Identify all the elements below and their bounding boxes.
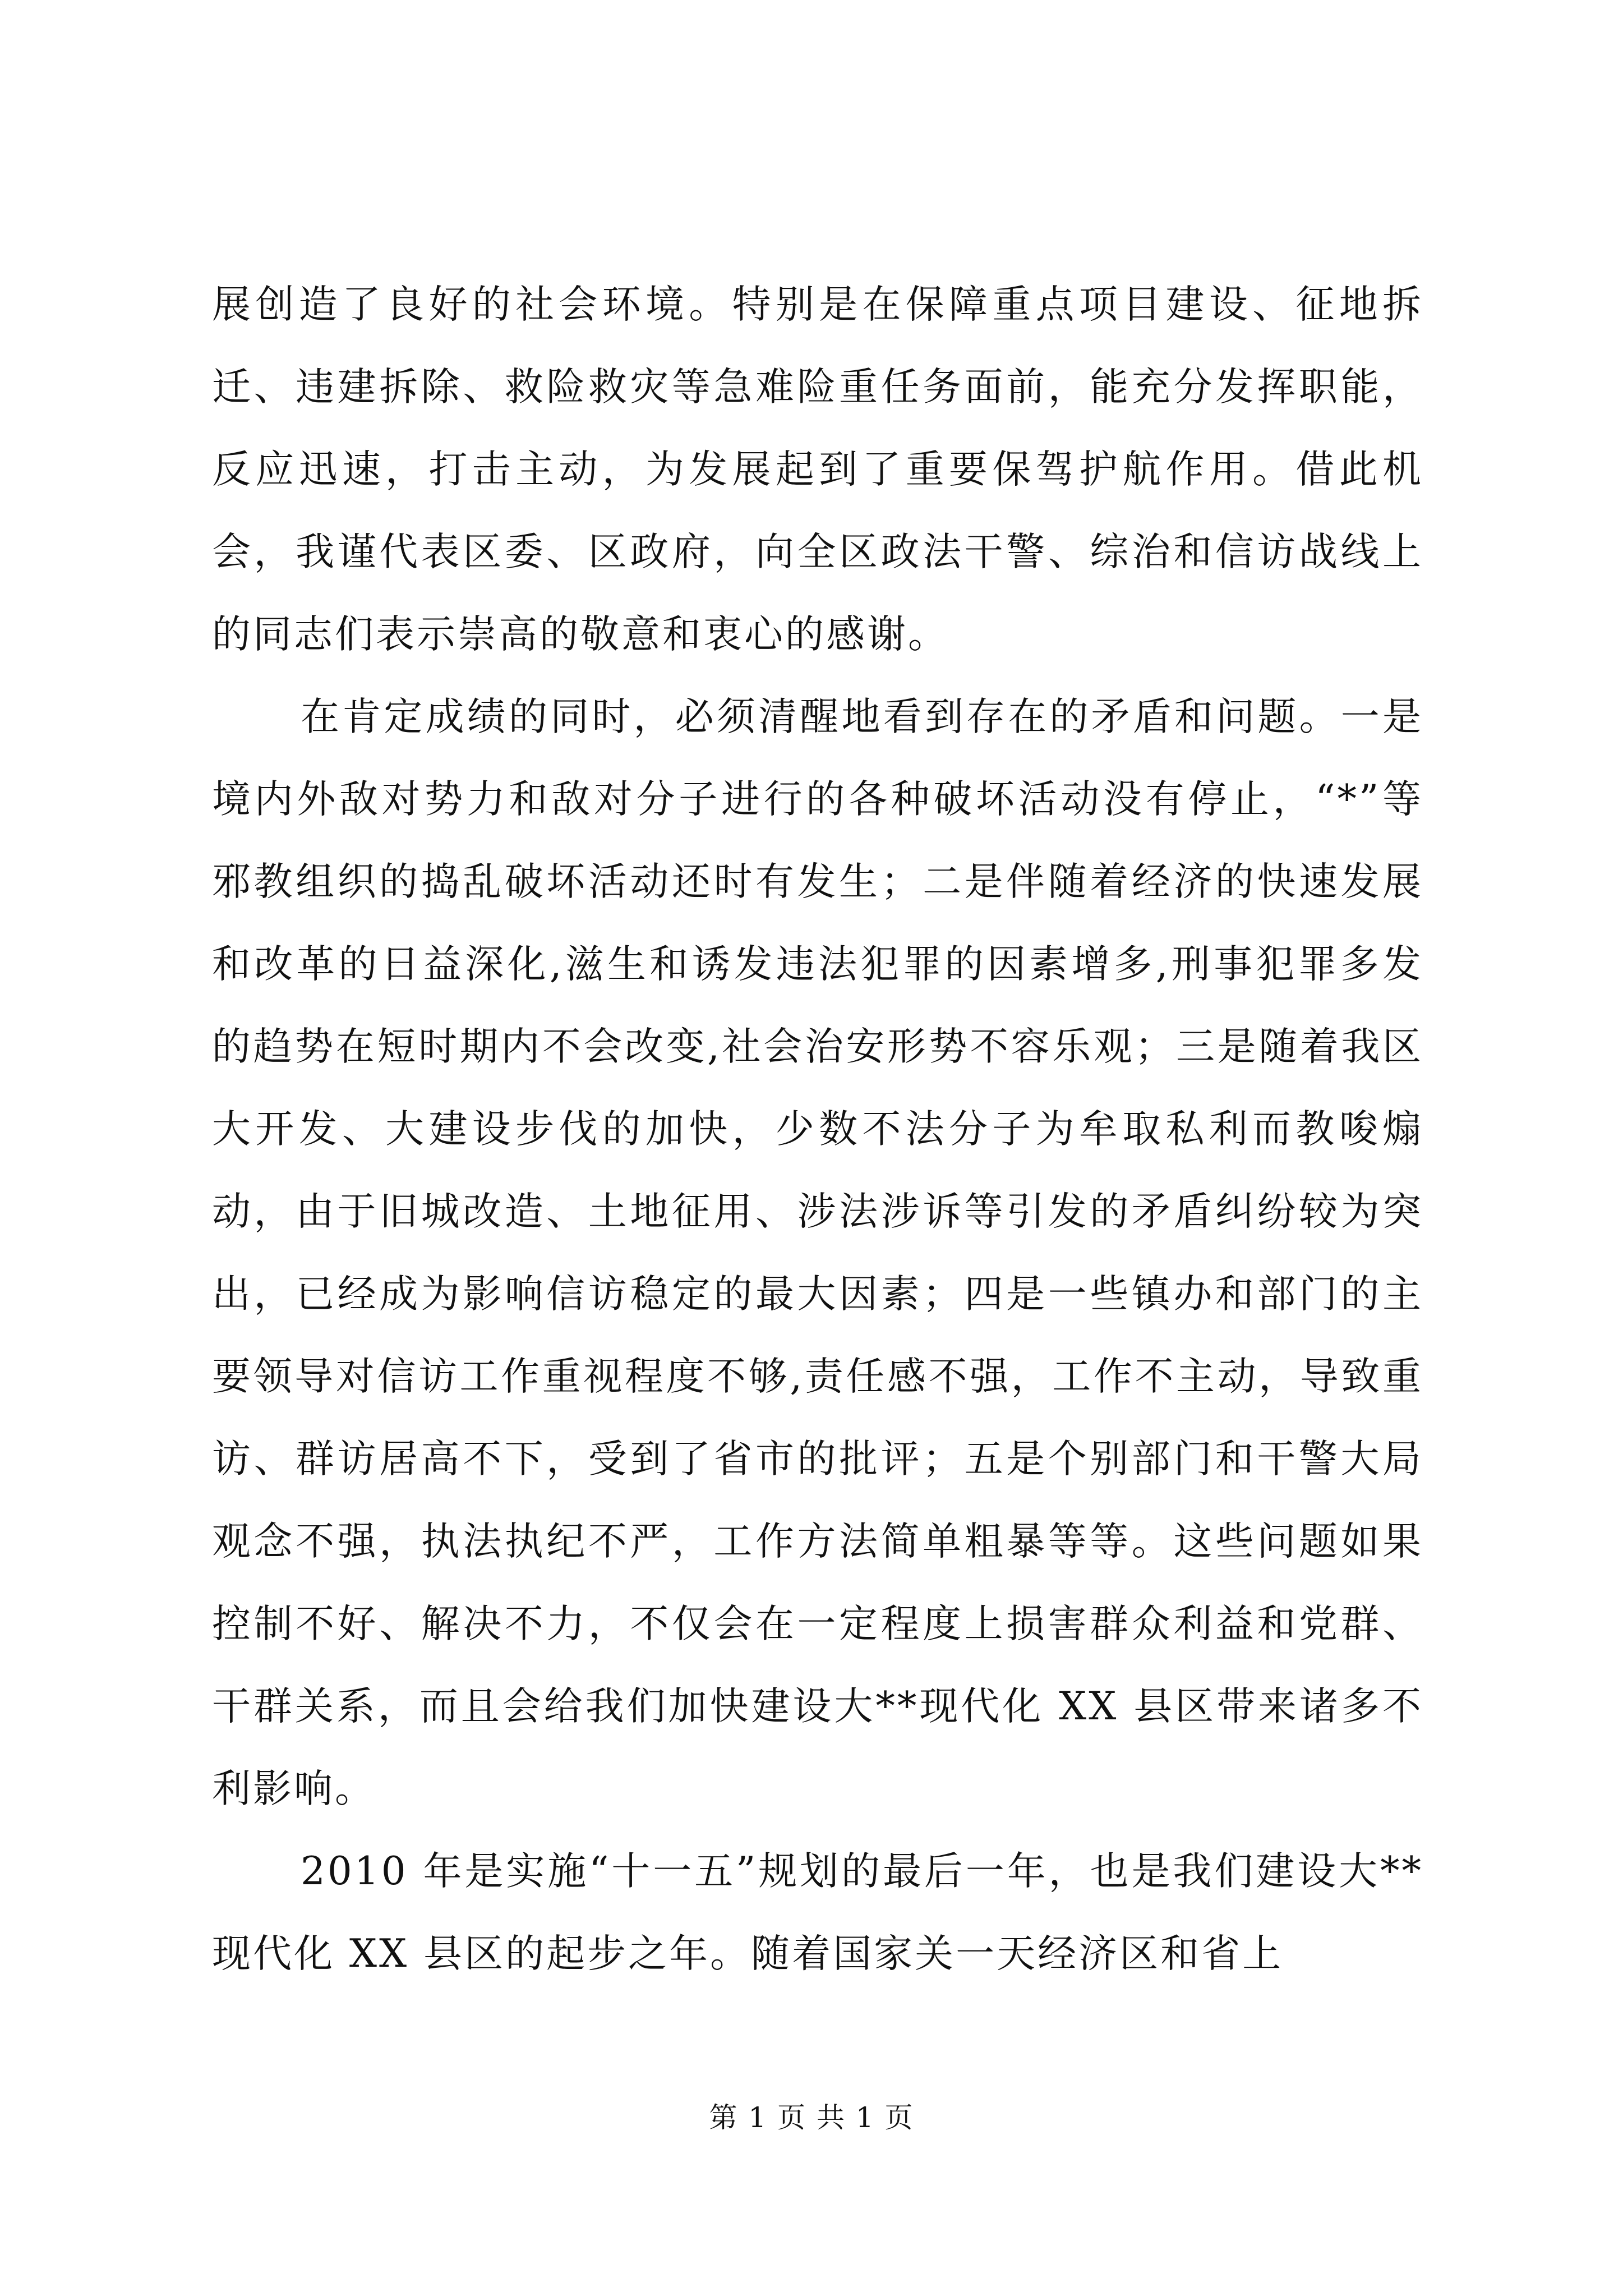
paragraph: 2010 年是实施“十一五”规划的最后一年，也是我们建设大**现代化 XX 县区的起步之年。随着国家关一天经济区和省上 <box>212 1849 1423 1976</box>
document-body <box>212 264 1423 1995</box>
paragraph: 展创造了良好的社会环境。特别是在保障重点项目建设、征地拆迁、违建拆除、救险救灾等急难险重任务面前，能充分发挥职能，反应迅速，打击主动，为发展起到了重要保驾护航作用。借此机会，我谨代表区委、区政府，向全区政法干警、综治和信访战线上的同志们表示崇高的敬意和衷心的感谢。 <box>212 282 1423 657</box>
page-footer: 第 1 页 共 1 页 <box>709 2101 914 2134</box>
paragraph: 在肯定成绩的同时，必须清醒地看到存在的矛盾和问题。一是境内外敌对势力和敌对分子进行的各种破坏活动没有停止，“*”等邪教组织的捣乱破坏活动还时有发生；二是伴随着经济的快速发展和改革的日益深化,滋生和诱发违法犯罪的因素增多,刑事犯罪多发的趋势在短时期内不会改变,社会治安形势不容乐观；三是随着我区大开发、大建设步伐的加快，少数不法分子为牟取私利而教唆煽动，由于旧城改造、土地征用、涉法涉诉等引发的矛盾纠纷较为突出，已经成为影响信访稳定的最大因素；四是一些镇办和部门的主要领导对信访工作重视程度不够,责任感不强，工作不主动，导致重访、群访居高不下，受到了省市的批评；五是个别部门和干警大局观念不强，执法执纪不严，工作方法简单粗暴等等。这些问题如果控制不好、解决不力，不仅会在一定程度上损害群众利益和党群、干群关系，而且会给我们加快建设大**现代化 XX 县区带来诸多不利影响。 <box>212 694 1423 1811</box>
